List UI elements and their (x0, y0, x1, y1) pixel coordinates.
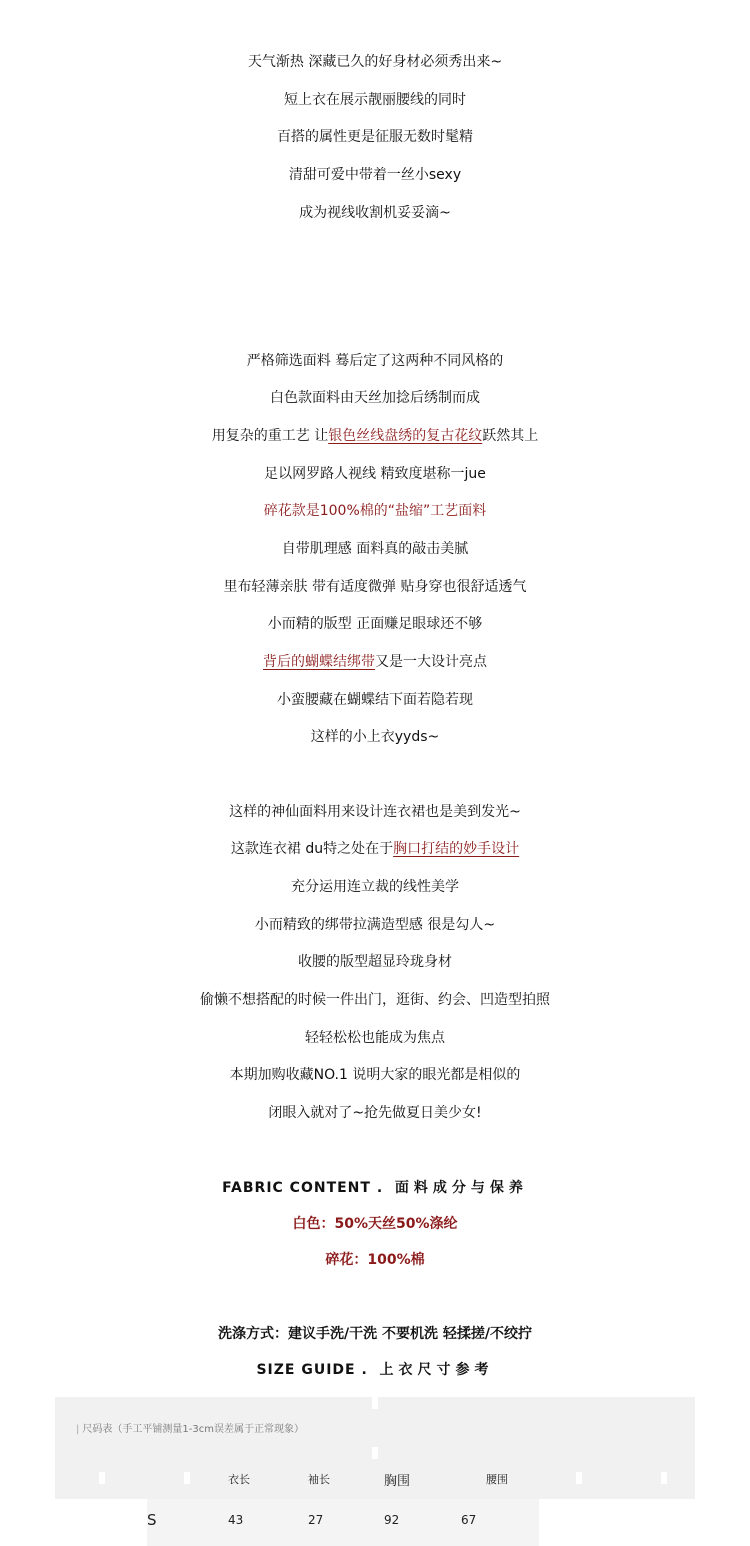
fabric-line-9 (0, 652, 750, 672)
fabric-line-11: 这样的小上衣yyds~ (310, 729, 440, 745)
fabric-line-8: 小而精的版型 正面赚足眼球还不够 (267, 616, 483, 632)
care-instructions: 洗涤方式：建议手洗/干洗 不要机洗 轻揉搓/不绞拧 (218, 1326, 532, 1342)
column-header-chest: 胸围 (384, 1474, 411, 1489)
chest-knot-highlight: 胸口打结的妙手设计 (393, 841, 520, 857)
intro-line-5: 成为视线收割机妥妥滴~ (299, 205, 451, 221)
table-divider-mark (576, 1472, 582, 1484)
intro-line-1: 天气渐热 深藏已久的好身材必须秀出来~ (247, 54, 503, 70)
fabric-content-white: 白色：50%天丝50%涤纶 (292, 1216, 458, 1232)
column-header-waist: 腰围 (486, 1473, 508, 1486)
dress-line-6: 偷懒不想搭配的时候一件出门，逛街、约会、凹造型拍照 (200, 992, 550, 1008)
fabric-line-3-post: 跃然其上 (482, 428, 539, 444)
dress-line-4: 小而精致的绑带拉满造型感 很是勾人~ (254, 917, 496, 933)
column-header-sleeve: 袖长 (308, 1473, 330, 1486)
dress-line-2-pre: 这款连衣裙 du特之处在于 (230, 841, 394, 857)
dress-line-5: 收腰的版型超显玲珑身材 (298, 954, 452, 970)
fabric-line-2: 白色款面料由天丝加捻后绣制而成 (270, 390, 480, 406)
fabric-line-3 (0, 426, 750, 446)
size-guide-heading (0, 1360, 750, 1380)
row-value-waist: 67 (461, 1513, 477, 1527)
table-divider-mark (372, 1397, 378, 1409)
table-divider-mark (99, 1472, 105, 1484)
dress-line-1: 这样的神仙面料用来设计连衣裙也是美到发光~ (229, 804, 521, 820)
fabric-content-title-cn: 面料成分与保养 (394, 1180, 528, 1196)
silver-embroidery-highlight: 银色丝线盘绣的复古花纹 (328, 428, 483, 444)
dress-line-2 (0, 839, 750, 859)
bow-tie-highlight: 背后的蝴蝶结绑带 (263, 654, 375, 670)
fabric-line-6: 自带肌理感 面料真的敲击美腻 (281, 541, 469, 557)
dress-line-9: 闭眼入就对了~抢先做夏日美少女! (268, 1105, 482, 1121)
intro-line-3: 百搭的属性更是征服无数时髦精 (277, 129, 473, 145)
table-divider-mark (184, 1472, 190, 1484)
size-table-caption-text: 尺码表（手工平铺测量1-3cm误差属于正常现象） (82, 1424, 304, 1435)
fabric-line-9-post: 又是一大设计亮点 (375, 654, 487, 670)
fabric-line-1: 严格筛选面料 蓦后定了这两种不同风格的 (246, 353, 504, 369)
table-divider-mark (372, 1447, 378, 1459)
fabric-content-floral: 碎花：100%棉 (325, 1252, 425, 1268)
row-value-length: 43 (228, 1513, 244, 1527)
table-divider-mark (661, 1472, 667, 1484)
fabric-line-3-pre: 用复杂的重工艺 让 (211, 428, 329, 444)
fabric-line-10: 小蛮腰藏在蝴蝶结下面若隐若现 (277, 692, 473, 708)
dress-line-7: 轻轻松松也能成为焦点 (305, 1030, 445, 1046)
fabric-content-title-en: FABRIC CONTENT . (222, 1180, 384, 1196)
row-value-sleeve: 27 (308, 1513, 324, 1527)
fabric-content-heading (0, 1178, 750, 1198)
size-guide-title-cn: 上衣尺寸参考 (379, 1362, 494, 1378)
fabric-line-4: 足以网罗路人视线 精致度堪称一jue (264, 466, 486, 482)
size-guide-title-en: SIZE GUIDE . (256, 1362, 368, 1378)
row-size-label: S (147, 1511, 157, 1529)
fabric-line-7: 里布轻薄亲肤 带有适度微弹 贴身穿也很舒适透气 (223, 579, 527, 595)
fabric-line-5-highlight: 碎花款是100%棉的“盐缩”工艺面料 (263, 503, 487, 519)
intro-line-2: 短上衣在展示靓丽腰线的同时 (284, 92, 466, 108)
dress-line-8: 本期加购收藏NO.1 说明大家的眼光都是相似的 (229, 1067, 521, 1083)
dress-line-3: 充分运用连立裁的线性美学 (291, 879, 459, 895)
column-header-length: 衣长 (228, 1473, 250, 1486)
row-value-chest: 92 (384, 1513, 400, 1527)
size-table-caption: | 尺码表（手工平铺测量1-3cm误差属于正常现象） (76, 1424, 304, 1435)
table-row (147, 1499, 539, 1546)
intro-line-4: 清甜可爱中带着一丝小sexy (288, 167, 462, 183)
